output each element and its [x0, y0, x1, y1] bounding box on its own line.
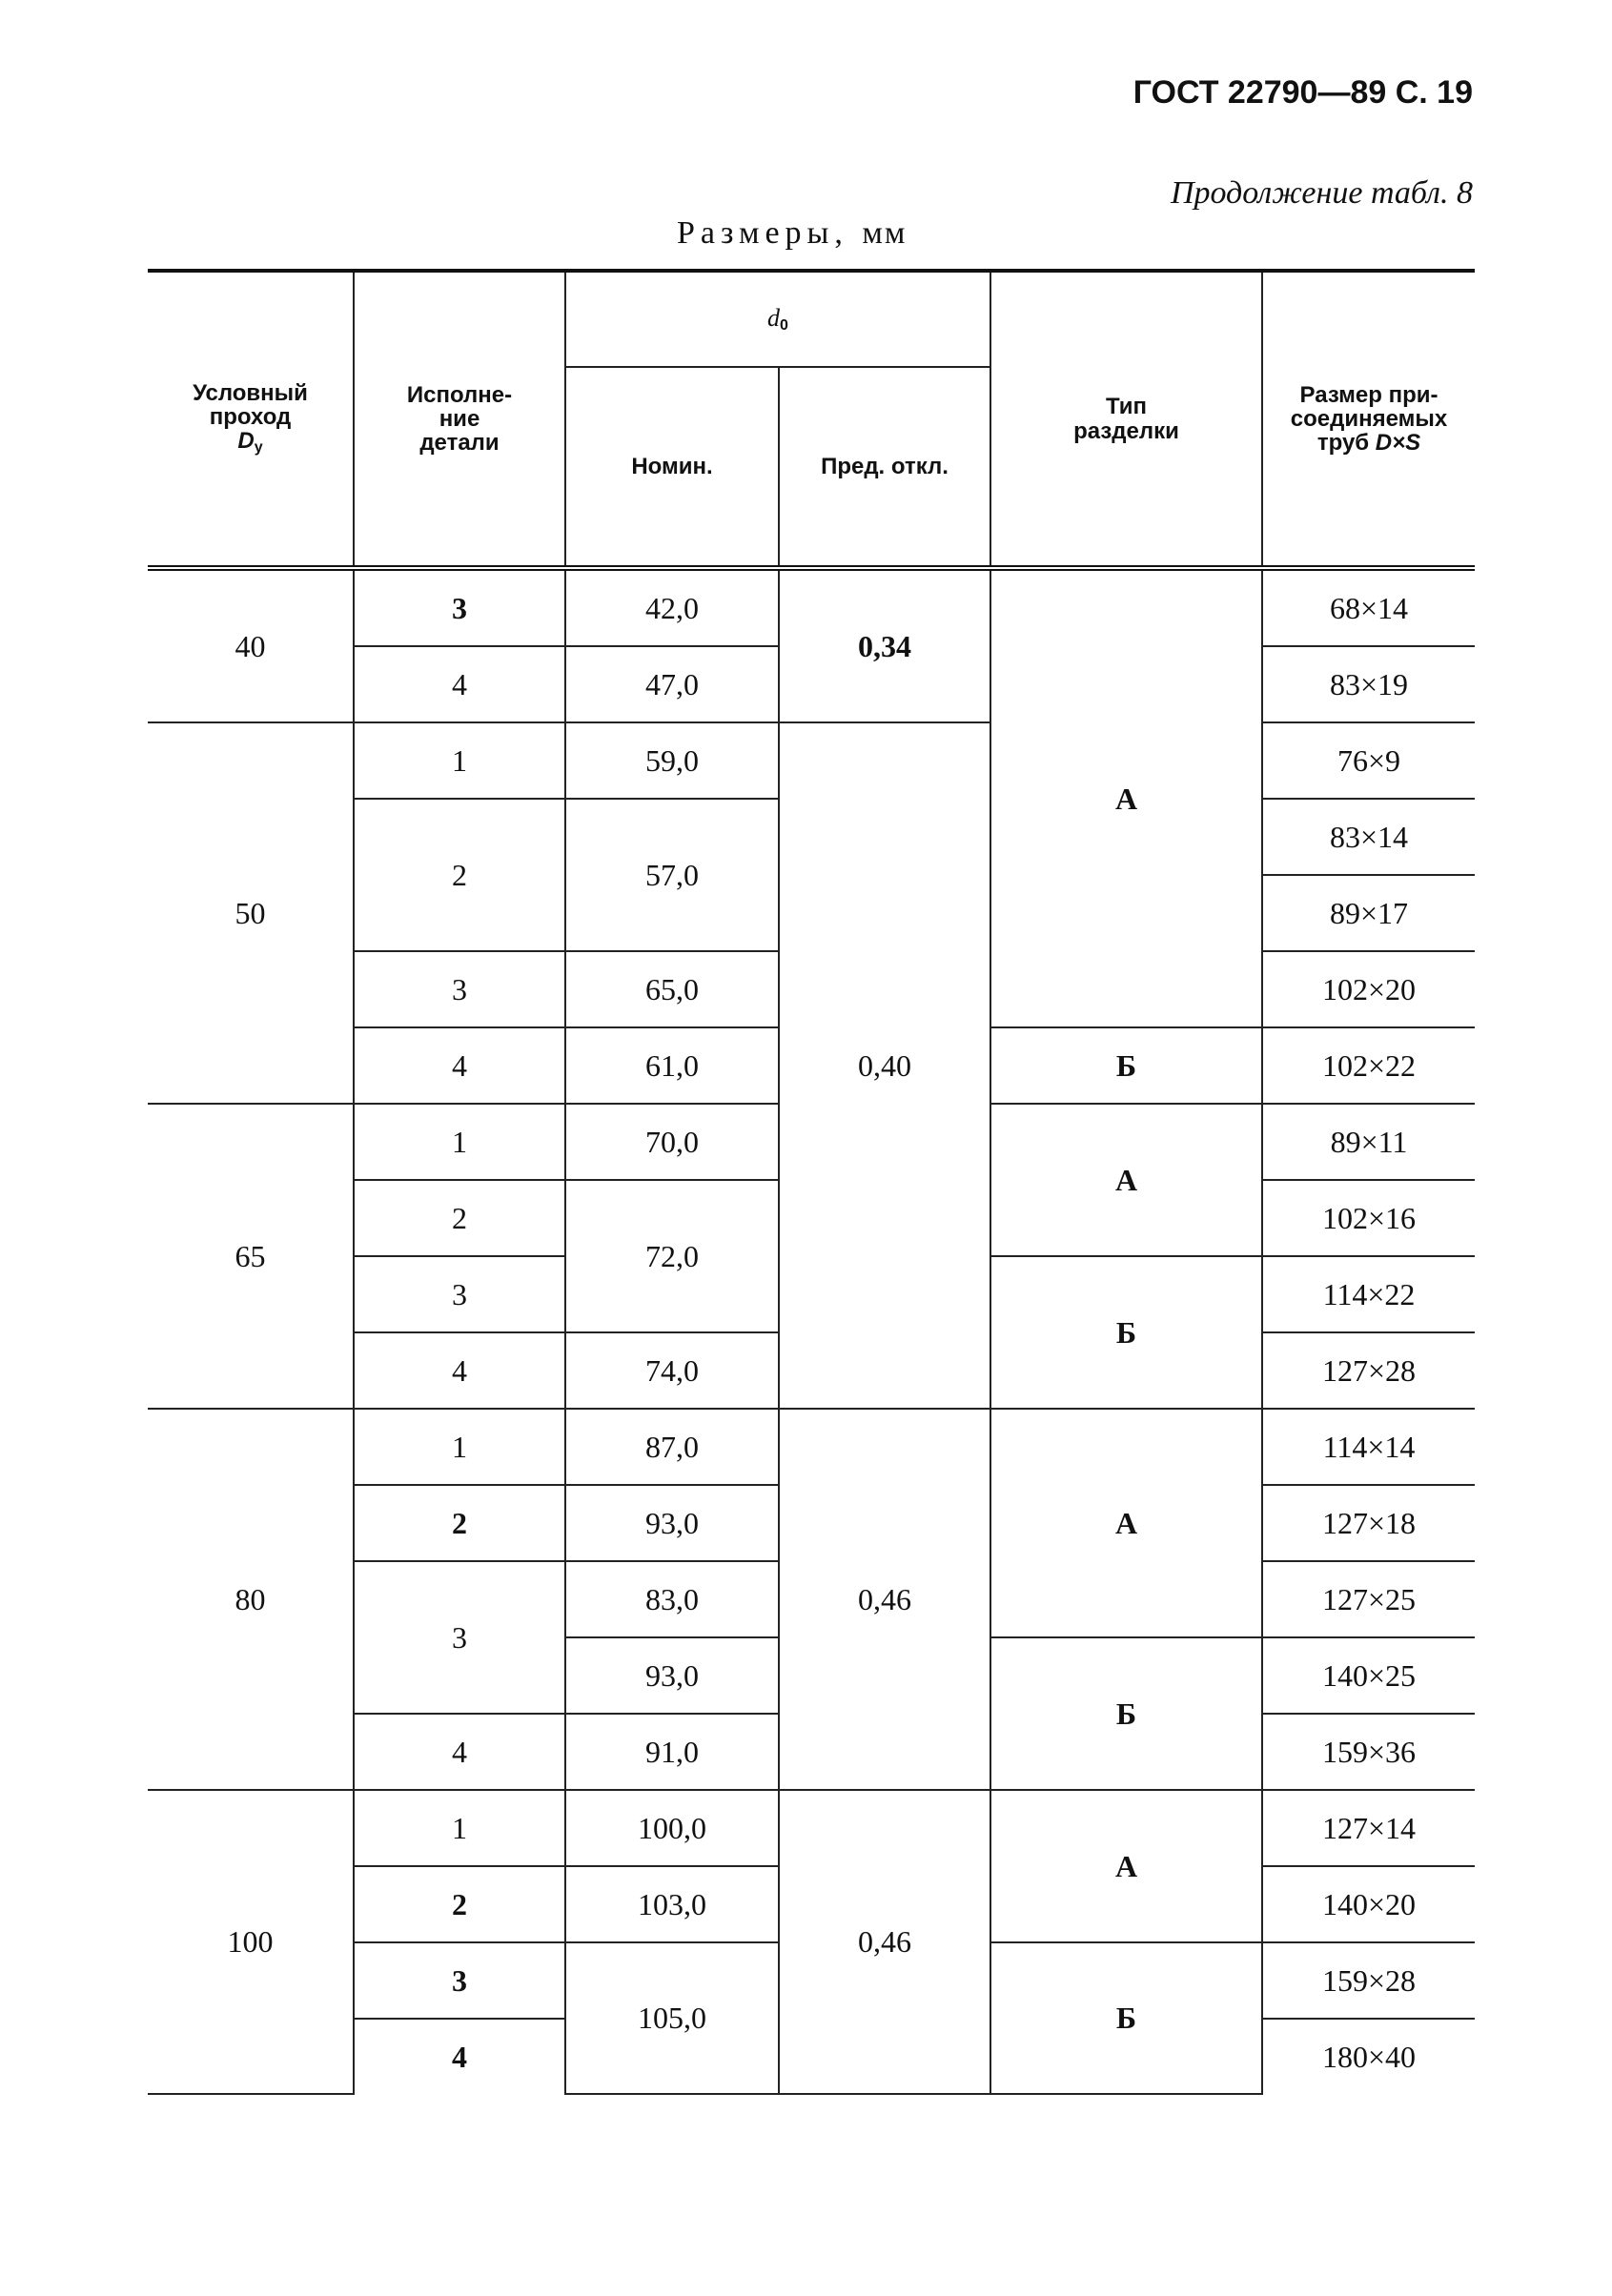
header-d0: $d_0$	[565, 271, 990, 367]
cell-nominal: 93,0	[565, 1637, 779, 1714]
cell-pipe: 127×18	[1262, 1485, 1475, 1561]
cell-variant: 4	[354, 1714, 565, 1790]
cell-pipe: 89×11	[1262, 1104, 1475, 1180]
cell-dy: 40	[148, 568, 354, 722]
cell-nominal: 105,0	[565, 1942, 779, 2094]
cell-variant: 4	[354, 1027, 565, 1104]
cell-variant: 4	[354, 1332, 565, 1409]
cell-dy: 65	[148, 1104, 354, 1409]
table-header	[148, 271, 1475, 568]
cell-pipe: 114×22	[1262, 1256, 1475, 1332]
header-groove-type: Тип разделки	[990, 271, 1262, 568]
cell-nominal: 72,0	[565, 1180, 779, 1332]
units-label: Размеры,	[677, 215, 848, 251]
cell-pipe: 102×20	[1262, 951, 1475, 1027]
cell-variant: 1	[354, 1409, 565, 1485]
cell-groove: Б	[990, 1942, 1262, 2094]
cell-pipe: 102×16	[1262, 1180, 1475, 1256]
cell-nominal: 93,0	[565, 1485, 779, 1561]
cell-variant: 1	[354, 1104, 565, 1180]
cell-pipe: 114×14	[1262, 1409, 1475, 1485]
cell-variant: 2	[354, 1866, 565, 1942]
cell-variant: 1	[354, 722, 565, 799]
units-caption	[677, 215, 907, 252]
cell-nominal: 103,0	[565, 1866, 779, 1942]
cell-dy: 50	[148, 722, 354, 1104]
cell-groove: Б	[990, 1637, 1262, 1790]
cell-nominal: 59,0	[565, 722, 779, 799]
header-part-variant: Исполне- ние детали	[354, 271, 565, 568]
cell-pipe: 127×28	[1262, 1332, 1475, 1409]
dimensions-table	[148, 269, 1475, 2095]
cell-tolerance: 0,46	[779, 1790, 990, 2094]
cell-nominal: 83,0	[565, 1561, 779, 1637]
table-row	[148, 1409, 1475, 1485]
cell-pipe: 83×19	[1262, 646, 1475, 722]
cell-variant: 3	[354, 951, 565, 1027]
cell-pipe: 180×40	[1262, 2019, 1475, 2094]
cell-pipe: 159×28	[1262, 1942, 1475, 2019]
table-row	[148, 722, 1475, 799]
cell-pipe: 68×14	[1262, 568, 1475, 646]
cell-tolerance: 0,46	[779, 1409, 990, 1790]
cell-nominal: 57,0	[565, 799, 779, 951]
table-continuation-label: Продолжение табл. 8	[1170, 175, 1473, 211]
cell-variant: 4	[354, 646, 565, 722]
cell-groove: А	[990, 1104, 1262, 1256]
cell-nominal: 65,0	[565, 951, 779, 1027]
standard-number: ГОСТ 22790—89 С. 19	[1132, 74, 1473, 111]
header-tolerance: Пред. откл.	[779, 367, 990, 568]
cell-groove: А	[990, 568, 1262, 1027]
cell-nominal: 42,0	[565, 568, 779, 646]
cell-nominal: 74,0	[565, 1332, 779, 1409]
cell-variant: 3	[354, 568, 565, 646]
cell-nominal: 61,0	[565, 1027, 779, 1104]
cell-groove: Б	[990, 1256, 1262, 1409]
cell-pipe: 102×22	[1262, 1027, 1475, 1104]
cell-variant: 4	[354, 2019, 565, 2094]
cell-nominal: 100,0	[565, 1790, 779, 1866]
cell-pipe: 127×14	[1262, 1790, 1475, 1866]
cell-nominal: 47,0	[565, 646, 779, 722]
cell-variant: 3	[354, 1561, 565, 1714]
cell-pipe: 140×25	[1262, 1637, 1475, 1714]
units-value: мм	[862, 215, 908, 251]
cell-variant: 1	[354, 1790, 565, 1866]
cell-variant: 2	[354, 799, 565, 951]
header-nominal-bore: Условный проход $D_у$	[148, 271, 354, 568]
cell-tolerance: 0,34	[779, 568, 990, 722]
cell-nominal: 87,0	[565, 1409, 779, 1485]
cell-pipe: 159×36	[1262, 1714, 1475, 1790]
cell-variant: 2	[354, 1485, 565, 1561]
cell-groove: А	[990, 1409, 1262, 1637]
cell-pipe: 76×9	[1262, 722, 1475, 799]
cell-tolerance: 0,40	[779, 722, 990, 1409]
cell-dy: 100	[148, 1790, 354, 2094]
cell-pipe: 127×25	[1262, 1561, 1475, 1637]
cell-variant: 2	[354, 1180, 565, 1256]
cell-groove: А	[990, 1790, 1262, 1942]
cell-variant: 3	[354, 1942, 565, 2019]
table-body	[148, 568, 1475, 2094]
cell-pipe: 140×20	[1262, 1866, 1475, 1942]
page-header	[1111, 74, 1473, 112]
header-nominal: Номин.	[565, 367, 779, 568]
cell-groove: Б	[990, 1027, 1262, 1104]
header-pipe-size: Размер при- соединяемых труб D×S	[1262, 271, 1475, 568]
cell-pipe: 83×14	[1262, 799, 1475, 875]
cell-variant: 3	[354, 1256, 565, 1332]
cell-nominal: 70,0	[565, 1104, 779, 1180]
table-row	[148, 1790, 1475, 1866]
cell-pipe: 89×17	[1262, 875, 1475, 951]
table-row	[148, 568, 1475, 646]
cell-nominal: 91,0	[565, 1714, 779, 1790]
cell-dy: 80	[148, 1409, 354, 1790]
